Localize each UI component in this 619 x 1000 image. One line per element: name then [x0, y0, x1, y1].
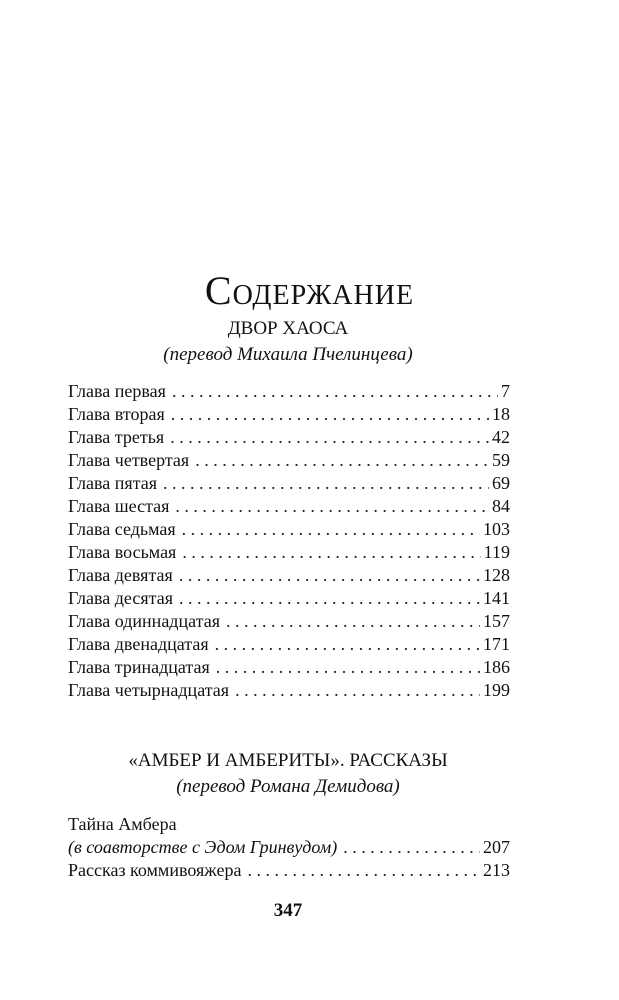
toc-entry-label: Глава первая — [68, 381, 166, 401]
toc-entry-label: Глава вторая — [68, 404, 165, 424]
dot-leader — [216, 656, 480, 679]
toc-entry-page: 141 — [483, 588, 510, 608]
dot-leader — [235, 679, 480, 702]
toc-entry-page: 69 — [492, 473, 510, 493]
toc-entry[interactable] — [68, 587, 510, 610]
toc-entry-label: Глава девятая — [68, 565, 173, 585]
toc-list-amber-stories — [68, 813, 510, 882]
toc-entry-page: 7 — [501, 381, 510, 401]
toc-entry-label: Глава десятая — [68, 588, 173, 608]
toc-entry[interactable] — [68, 564, 510, 587]
toc-entry-page: 18 — [492, 404, 510, 424]
toc-entry[interactable] — [68, 656, 510, 679]
dot-leader — [343, 836, 480, 859]
toc-entry[interactable] — [68, 495, 510, 518]
toc-entry[interactable] — [68, 836, 510, 859]
toc-entry-page: 199 — [483, 680, 510, 700]
toc-entry[interactable] — [68, 541, 510, 564]
toc-entry-page: 157 — [483, 611, 510, 631]
toc-entry[interactable] — [68, 813, 510, 836]
section-translator-note: (перевод Михаила Пчелинцева) — [163, 344, 413, 365]
toc-entry[interactable] — [68, 859, 510, 882]
toc-entry-label: Глава пятая — [68, 473, 158, 493]
page-title: Содержание — [204, 267, 415, 313]
dot-leader — [163, 472, 489, 495]
toc-entry-label: Тайна Амбера — [68, 814, 177, 834]
toc-entry-label: Глава одиннадцатая — [68, 611, 220, 631]
toc-entry[interactable] — [68, 472, 510, 495]
toc-entry[interactable] — [68, 633, 510, 656]
toc-entry-page: 84 — [492, 496, 510, 516]
dot-leader — [226, 610, 480, 633]
dot-leader — [195, 449, 489, 472]
section-heading-amber-stories: «АМБЕР И АМБЕРИТЫ». РАССКАЗЫ — [128, 750, 448, 771]
toc-entry-label: (в соавторстве с Эдом Гринвудом) — [68, 837, 338, 857]
toc-entry-label: Глава четвертая — [68, 450, 190, 470]
toc-entry-page: 42 — [492, 427, 510, 447]
toc-entry-label: Глава шестая — [68, 496, 170, 516]
dot-leader — [182, 518, 480, 541]
toc-entry-label: Глава двенадцатая — [68, 634, 209, 654]
toc-entry-label: Глава седьмая — [68, 519, 176, 539]
dot-leader — [172, 380, 498, 403]
dot-leader — [182, 541, 480, 564]
toc-entry[interactable] — [68, 449, 510, 472]
toc-entry-page: 59 — [492, 450, 510, 470]
toc-list-court-of-chaos — [68, 380, 510, 702]
toc-entry-page: 207 — [483, 837, 510, 857]
dot-leader — [215, 633, 480, 656]
toc-entry-page: 171 — [483, 634, 510, 654]
toc-entry-label: Рассказ коммивояжера — [68, 860, 242, 880]
toc-entry-page: 128 — [483, 565, 510, 585]
toc-entry-label: Глава четырнадцатая — [68, 680, 230, 700]
toc-entry[interactable] — [68, 610, 510, 633]
toc-entry-page: 119 — [483, 542, 510, 562]
toc-entry[interactable] — [68, 426, 510, 449]
dot-leader — [179, 587, 480, 610]
dot-leader — [179, 564, 480, 587]
toc-entry-label: Глава восьмая — [68, 542, 177, 562]
toc-entry[interactable] — [68, 380, 510, 403]
dot-leader — [175, 495, 489, 518]
page-number: 347 — [273, 900, 303, 921]
toc-entry[interactable] — [68, 518, 510, 541]
dot-leader — [247, 859, 480, 882]
section-heading-court-of-chaos: ДВОР ХАОСА — [227, 318, 349, 339]
toc-entry-page: 213 — [483, 860, 510, 880]
toc-entry-page: 186 — [483, 657, 510, 677]
section-translator-note: (перевод Романа Демидова) — [176, 776, 400, 797]
toc-entry[interactable] — [68, 403, 510, 426]
dot-leader — [171, 403, 489, 426]
toc-entry-page: 103 — [483, 519, 510, 539]
dot-leader — [170, 426, 489, 449]
toc-entry-label: Глава третья — [68, 427, 165, 447]
toc-entry-label: Глава тринадцатая — [68, 657, 210, 677]
toc-entry[interactable] — [68, 679, 510, 702]
